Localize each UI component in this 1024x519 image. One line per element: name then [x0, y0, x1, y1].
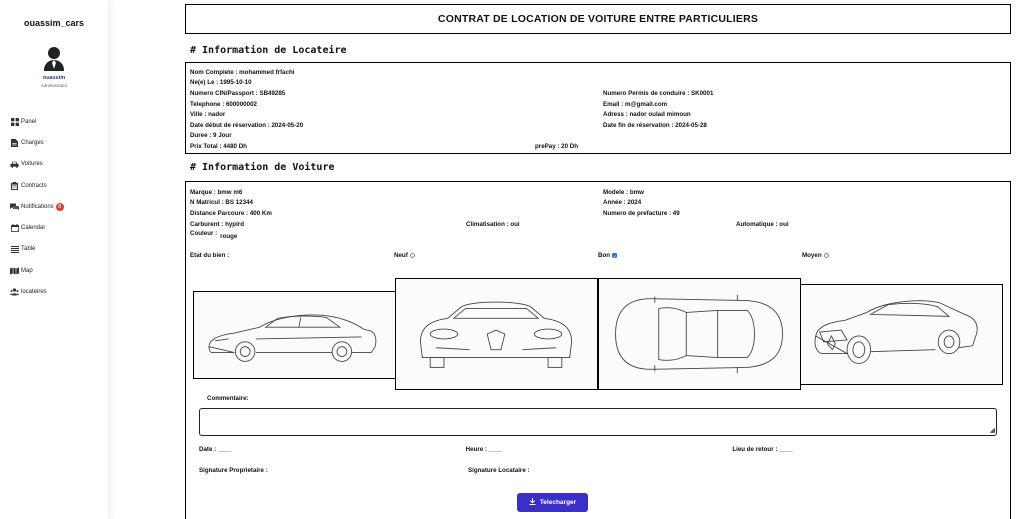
distance-field: Distance Parcoure : 400 Km — [190, 209, 272, 217]
sidebar-item-table[interactable] — [10, 239, 105, 260]
carburent-field: Carburent : hypird — [190, 220, 244, 228]
radio-icon[interactable] — [824, 253, 829, 258]
email-field: Email : m@gmail.com — [603, 100, 668, 108]
users-icon — [10, 288, 19, 296]
signature-proprietaire: Signature Proprietaire : — [199, 467, 268, 474]
prepay-field: prePay : 20 Dh — [535, 142, 578, 150]
voiture-heading: # Information de Voiture — [190, 162, 335, 173]
sidebar-item-label: Map — [21, 267, 33, 274]
lieu-retour-field: Lieu de retour : ____ — [732, 446, 793, 453]
sidebar-item-calendar[interactable] — [10, 217, 105, 238]
car-top-view-image — [598, 278, 801, 390]
cin-field: Numero CIN/Passport : SB49285 — [190, 89, 286, 97]
automatique-field: Automatique : oui — [736, 220, 789, 228]
chat-icon — [10, 203, 19, 211]
nom-field: Nom Complete : mohammed frfachi — [190, 68, 295, 76]
grid-icon — [10, 118, 19, 126]
sidebar-item-contracts[interactable] — [10, 175, 105, 196]
signature-locataire: Signature Locataire : — [468, 467, 530, 474]
car-front-view-image — [395, 278, 598, 390]
user-name: ouassim — [42, 75, 66, 81]
permis-field: Numero Permis de conduire : SK0001 — [603, 89, 714, 97]
annee-field: Année : 2024 — [603, 199, 642, 207]
calendar-icon — [10, 224, 19, 232]
document-icon — [10, 139, 19, 147]
car-three-quarter-view-image — [800, 284, 1003, 385]
sidebar-item-panel[interactable] — [10, 111, 105, 132]
sidebar-item-locateires[interactable] — [10, 281, 105, 302]
date-field: Date : ____ — [199, 446, 232, 453]
ville-field: Ville : nador — [190, 111, 226, 119]
map-icon — [10, 267, 19, 275]
checkbox-checked-icon[interactable]: ✓ — [613, 254, 617, 260]
sidebar-item-notifications[interactable] — [10, 196, 105, 217]
sidebar — [0, 0, 108, 519]
sidebar-item-voitures[interactable] — [10, 154, 105, 175]
heure-field: Heure : ____ — [465, 446, 503, 453]
avatar-icon — [44, 47, 64, 71]
contract-document — [185, 4, 1011, 175]
date-fin-field: Date fin de réservation : 2024-05-28 — [603, 121, 707, 129]
telephone-field: Telephone : 600000002 — [190, 100, 257, 108]
etat-option-neuf[interactable]: Neuf — [394, 252, 598, 259]
sidebar-item-label: Contracts — [21, 182, 47, 189]
sidebar-item-label: Calendar — [21, 225, 46, 232]
etat-label: Etat du bien : — [190, 252, 230, 260]
table-icon — [10, 245, 19, 253]
telecharger-button[interactable] — [517, 493, 588, 512]
sidebar-item-label: Table — [21, 246, 36, 253]
sidebar-item-label: Notifications — [21, 203, 54, 210]
sidebar-item-label: locateires — [21, 289, 47, 296]
duree-field: Duree : 9 Jour — [190, 132, 232, 140]
car-side-view-image — [193, 291, 396, 379]
sidebar-item-map[interactable] — [10, 260, 105, 281]
notification-badge: 0 — [56, 203, 64, 211]
marque-field: Marque : bmw m6 — [190, 188, 243, 196]
resize-handle-icon[interactable]: ◢ — [989, 427, 995, 434]
locataire-heading: # Information de Locateire — [190, 45, 347, 56]
sidebar-nav — [10, 111, 105, 303]
birthdate-field: Ne(e) Le : 1995-10-10 — [190, 79, 252, 87]
brand-name: ouassim_cars — [23, 18, 85, 28]
commentaire-textarea[interactable] — [199, 408, 997, 436]
download-icon — [529, 498, 536, 507]
matricul-field: N Matricul : BS 12344 — [190, 199, 253, 207]
sidebar-item-label: Panel — [21, 118, 37, 125]
couleur-label: Couleur : — [190, 230, 218, 238]
prefacture-field: Numero de prefacture : 49 — [603, 209, 680, 217]
contract-title: CONTRAT DE LOCATION DE VOITURE ENTRE PARTICULIERS — [185, 4, 1011, 34]
sidebar-item-charges[interactable] — [10, 132, 105, 153]
commentaire-label: Commentaire: — [207, 395, 249, 402]
user-role: Administrator — [40, 83, 68, 88]
locataire-info-box — [185, 62, 1011, 154]
date-debut-field: Date début de réservation : 2024-05-20 — [190, 121, 304, 129]
etat-option-bon[interactable]: Bon ✓ — [598, 252, 617, 260]
climatisation-field: Climatisation : oui — [466, 220, 520, 228]
etat-option-moyen[interactable]: Moyen — [802, 252, 1006, 259]
car-icon — [10, 160, 19, 168]
modele-field: Modele : bmw — [603, 188, 644, 196]
clipboard-icon — [10, 182, 19, 190]
adress-field: Adress : nador oulad mimoun — [603, 111, 691, 119]
telecharger-label: Telecharger — [539, 499, 577, 506]
radio-icon[interactable] — [410, 253, 415, 258]
prix-total-field: Prix Total : 4480 Dh — [190, 142, 247, 150]
couleur-value: rouge — [220, 233, 238, 241]
sidebar-item-label: Voitures — [21, 161, 43, 168]
sidebar-item-label: Charges — [21, 139, 44, 146]
